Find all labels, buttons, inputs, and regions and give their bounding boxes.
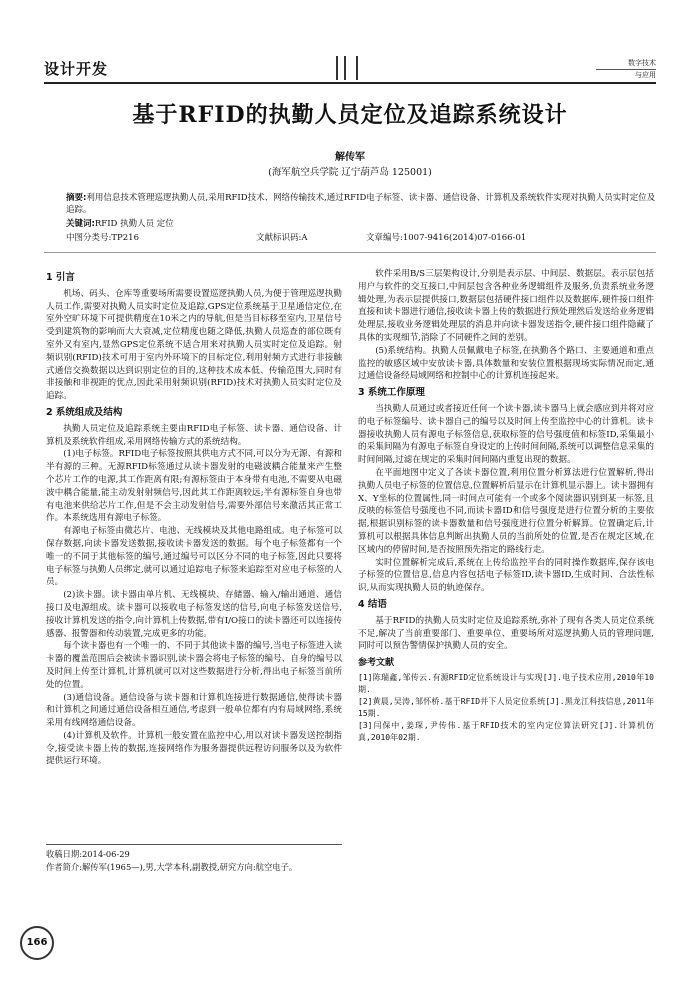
section-label: 设计开发 — [44, 60, 109, 78]
reference-item: [3]闫保中,姜琛,尹传伟.基于RFID技术的室内定位算法研究[J].计算机仿真,2010年02期. — [358, 720, 654, 742]
paragraph: 当执勤人员通过或者接近任何一个读卡器,读卡器马上就会感应到并将对应的电子标签编号、读卡器自己的编号以及时间上传至监控中心的计算机。读卡器接收执勤人员有源电子标签信息,获取标签的信号强度值和标签ID,采集最小的采集间隔为有源电子标签自身设定的上传时间间隔,系统可以调整信息采集的时间间隔,过滤在规定的采集时间间隔内重复出现的数据。 — [358, 403, 654, 466]
keywords: 关键词:RFID 执勤人员 定位 — [66, 219, 174, 229]
page-number: 166 — [20, 926, 54, 960]
footnote — [46, 844, 342, 874]
reference-item: [1]陈瑞鑫,邹传云.有源RFID定位系统设计与实现[J].电子技术应用,2010年10期. — [358, 672, 654, 694]
paragraph: (1)电子标签。RFID电子标签按照其供电方式不同,可以分为无源、有源和半有源的三种。无源RFID标签通过从读卡器发射的电磁波耦合能量来产生整个芯片工作的电源,其工作距离有限;有源标签由于本身带有电池,不需要从电磁波中耦合能量,能主动发射射频信号,因此其工作距离较远;半有源标签自身也带有电池来供给芯片工作,但是不会主动发射信号,需要外部信号来激活其正常工作。本系统选用有源电子标签。 — [46, 449, 342, 524]
journal-logo: 数字技术 与应用 — [596, 58, 656, 82]
paragraph: 软件采用B/S三层架构设计,分别是表示层、中间层、数据层。表示层包括用户与软件的交互接口,中间层包含各种业务逻辑组件及服务,负责系统业务逻辑处理,为表示层提供接口,数据层包括硬件接口组件以及数据库,硬件接口组件直接和读卡器进行通信,接收读卡器上传的数据进行预处理然后发送给业务逻辑处理层,接收业务逻辑处理层的消息并向读卡器发送指令,硬件接口组件隐藏了具体的实现细节,消除了不同硬件之间的差别。 — [358, 269, 654, 343]
section-heading: 1 引言 — [46, 272, 75, 283]
doc-code: 文献标识码:A — [256, 233, 308, 243]
header-rule — [44, 82, 656, 84]
references-heading: 参考文献 — [358, 658, 395, 669]
reference-item: [2]黄晨,吴涛,邹怀桥.基于RFID井下人员定位系统[J].黑龙江科技信息,2011年15期. — [358, 696, 654, 718]
section-heading: 3 系统工作原理 — [358, 387, 425, 399]
article-number: 文章编号:1007-9416(2014)07-0166-01 — [366, 233, 527, 243]
paragraph: 有源电子标签由微芯片、电池、无线模块及其他电路组成。电子标签可以保存数据,向读卡器发送数据,接收读卡器发送的数据。每个电子标签都有一个唯一的不同于其他标签的编号,通过编号可以区分不同的电子标签,因此只要将电子标签与执勤人员绑定,就可以通过追踪电子标签来追踪至对应电子标签的人员。 — [46, 526, 342, 588]
paragraph: (2)读卡器。读卡器由单片机、无线模块、存储器、输入/输出通道、通信接口及电源组成。读卡器可以接收电子标签发送的信号,向电子标签发送信号,接收计算机发送的指令,向计算机上传数据,带有I/O接口的读卡器还可以连接传感器、报警器和传动装置,完成更多的功能。 — [46, 590, 342, 639]
affiliation: (海军航空兵学院 辽宁葫芦岛 125001) — [268, 167, 432, 178]
paragraph: (4)计算机及软件。计算机一般安置在监控中心,用以对读卡器发送控制指令,接受读卡器上传的数据,连接网络作为服务器提供远程访问服务以及为软件提供运行环境。 — [46, 730, 342, 767]
paragraph: 每个读卡器也有一个唯一的、不同于其他读卡器的编号,当电子标签进入读卡器的覆盖范围后会被读卡器识别,读卡器会将电子标签的编号、自身的编号以及时间上传至计算机,计算机就可以对这些数据进行分析,得出电子标签当前所处的位置。 — [46, 641, 342, 690]
paragraph: (3)通信设备。通信设备与读卡器和计算机连接进行数据通信,使得读卡器和计算机之间通过通信设备相互通信,考虑到一般单位都有内有局域网络,系统采用有线网络通信设备。 — [46, 692, 342, 729]
received-date: 收稿日期:2014-06-29 — [46, 849, 130, 859]
author-bio: 作者简介:解传军(1965—),男,大学本科,副教授,研究方向:航空电子。 — [46, 862, 298, 872]
paragraph: 执勤人员定位及追踪系统主要由RFID电子标签、读卡器、通信设备、计算机及系统软件组成,采用网络传输方式的系统结构。 — [46, 423, 342, 447]
paragraph: (5)系统结构。执勤人员佩戴电子标签,在执勤各个路口、主要通道和重点监控的敏感区域中安放读卡器,具体数量和安装位置根据现场实际情况而定,通过通信设备经局域网络和控制中心的计算机连接起来。 — [358, 345, 654, 382]
header-bars — [336, 56, 364, 80]
paragraph: 实时位置解析完成后,系统在上传给监控平台的同时操作数据库,保存该电子标签的位置信息,信息内容包括电子标签ID,读卡器ID,生成时间、合法性标识,从而实现执勤人员的轨迹保存。 — [358, 557, 654, 594]
clc-number: 中图分类号:TP216 — [66, 233, 139, 243]
divider — [44, 252, 656, 253]
paragraph: 机场、码头、仓库等重要场所需要设置巡逻执勤人员,为便于管理巡逻执勤人员工作,需要对执勤人员实时定位及追踪,GPS定位系统基于卫星通信定位,在室外空旷环境下可提供精度在10米之内的导航,但是当目标移至室内,卫星信号受到建筑物的影响而大大衰减,定位精度也随之降低,执勤人员巡查的部位既有室外又有室内,显然GPS定位系统不适合用来对执勤人员实时定位及追踪。射频识别(RFID)技术可用于室内外环境下的目标定位,利用射频方式进行非接触式通信交换数据以达到识别定位的目的,这种技术成本低、传输范围大,同时有非接触和非视距的优点,因此采用射频识别(RFID)技术对执勤人员实时定位及追踪。 — [46, 288, 342, 402]
left-column — [46, 268, 342, 768]
paragraph: 在平面地图中定义了各读卡器位置,利用位置分析算法进行位置解析,得出执勤人员电子标签的位置信息,位置解析后显示在计算机显示器上。读卡器拥有X、Y坐标的位置属性,同一时间点可能有一个或多个阅读器识别到某一标签,且反映的标签信号强度也不同,而读卡器ID和信号强度是进行位置分析的主要依据,根据识别标签的读卡器数量和信号强度进行位置分析解算。位置确定后,计算机可以根据具体信息判断出执勤人员的当前所处的位置,是否在规定区域,在区域内的停留时间,是否按照预先指定的路线行走。 — [358, 467, 654, 555]
section-heading: 2 系统组成及结构 — [46, 406, 123, 418]
abstract: 摘要:利用信息技术管理巡逻执勤人员,采用RFID技术、网络传输技术,通过RFID电子标签、读卡器、通信设备、计算机及系统软件实现对执勤人员实时定位及追踪。 — [66, 193, 656, 215]
author: 解传军 — [335, 152, 365, 163]
article-title: 基于RFID的执勤人员定位及追踪系统设计 — [132, 102, 568, 128]
right-column — [358, 268, 654, 744]
paragraph: 基于RFID的执勤人员实时定位及追踪系统,弥补了现有各类人员定位系统不足,解决了当前重要部门、重要单位、重要场所对巡逻执勤人员的管理问题,同时可以预告警情保护执勤人员的安全。 — [358, 615, 654, 652]
section-heading: 4 结语 — [358, 598, 387, 610]
